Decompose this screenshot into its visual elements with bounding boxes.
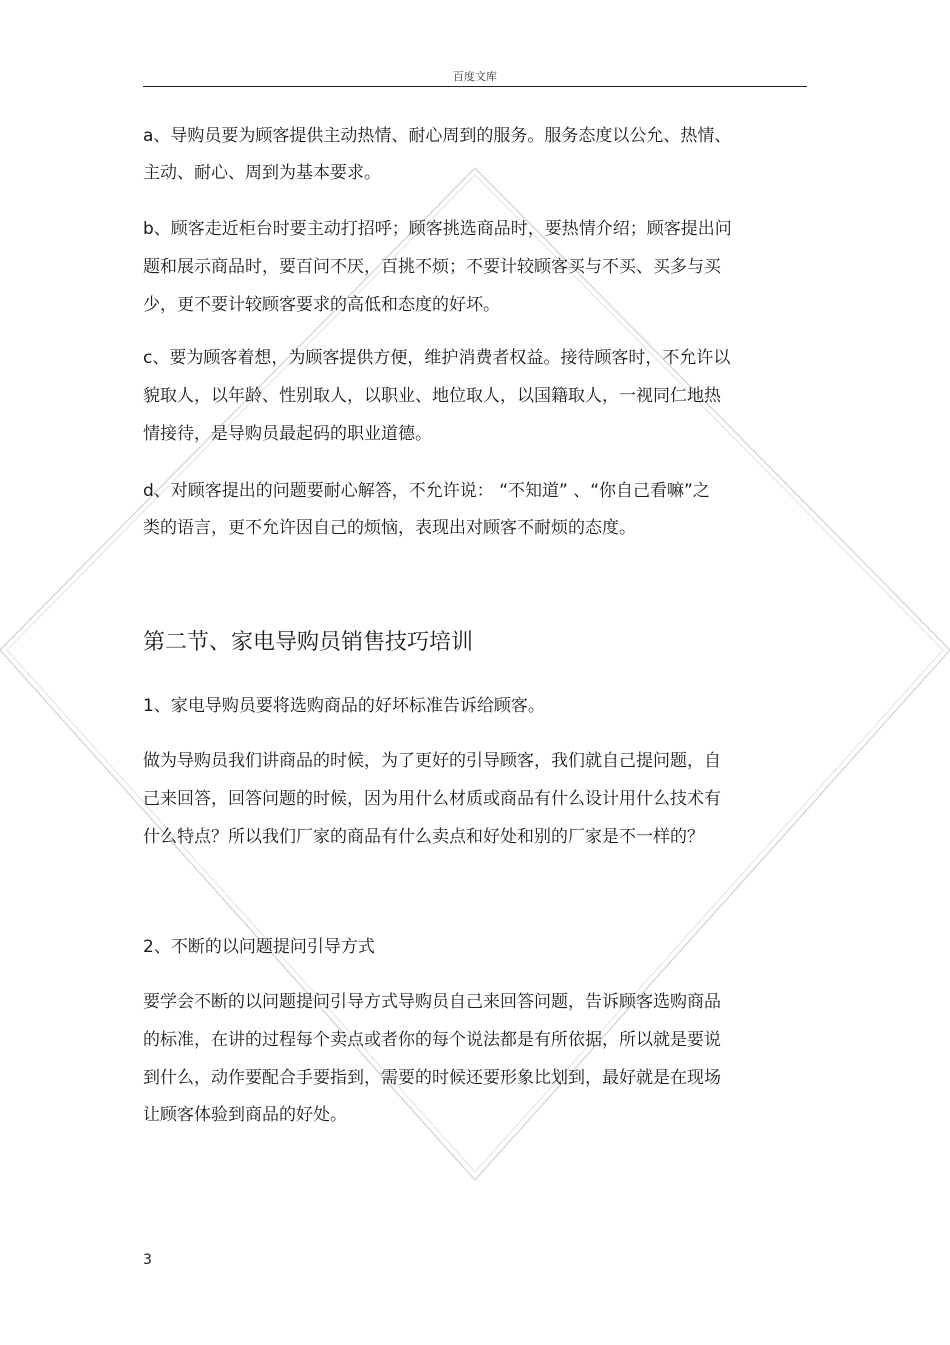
text-line: 类的语言，更不允许因自己的烦恼，表现出对顾客不耐烦的态度。 — [143, 518, 636, 538]
page-number: 3 — [143, 1252, 152, 1268]
text-line: d、对顾客提出的问题要耐心解答，不允许说： “不知道” 、“你自己看嘛”之 — [143, 481, 710, 501]
text-line: a、导购员要为顾客提供主动热情、耐心周到的服务。服务态度以公允、热情、 — [143, 126, 732, 146]
text-line: 做为导购员我们讲商品的时候，为了更好的引导顾客，我们就自己提问题，自 — [143, 751, 721, 771]
text-line: 到什么，动作要配合手要指到，需要的时候还要形象比划到，最好就是在现场 — [143, 1068, 721, 1088]
text-line: 让顾客体验到商品的好处。 — [143, 1105, 347, 1125]
text-line: 己来回答，回答问题的时候，因为用什么材质或商品有什么设计用什么技术有 — [143, 789, 721, 809]
section-title: 第二节、家电导购员销售技巧培训 — [143, 630, 474, 655]
text-line: b、顾客走近柜台时要主动打招呼；顾客挑选商品时，要热情介绍；顾客提出问 — [143, 219, 732, 239]
text-line: 题和展示商品时，要百问不厌，百挑不烦；不要计较顾客买与不买、买多与买 — [143, 257, 721, 277]
text-line: 貌取人，以年龄、性别取人，以职业、地位取人，以国籍取人，一视同仁地热 — [143, 386, 721, 406]
item-heading: 2、不断的以问题提问引导方式 — [143, 937, 375, 957]
text-line: 的标准，在讲的过程每个卖点或者你的每个说法都是有所依据，所以就是要说 — [143, 1030, 721, 1050]
text-line: 少，更不要计较顾客要求的高低和态度的好坏。 — [143, 295, 500, 315]
item-heading: 1、家电导购员要将选购商品的好坏标准告诉给顾客。 — [143, 696, 545, 716]
text-line: 主动、耐心、周到为基本要求。 — [143, 163, 381, 183]
header-divider — [143, 86, 807, 87]
header-title: 百度文库 — [453, 70, 497, 83]
text-line: c、要为顾客着想，为顾客提供方便，维护消费者权益。接待顾客时，不允许以 — [143, 348, 731, 368]
text-line: 情接待，是导购员最起码的职业道德。 — [143, 424, 432, 444]
text-line: 什么特点？所以我们厂家的商品有什么卖点和好处和别的厂家是不一样的？ — [143, 827, 704, 847]
text-line: 要学会不断的以问题提问引导方式导购员自己来回答问题，告诉顾客选购商品 — [143, 992, 721, 1012]
